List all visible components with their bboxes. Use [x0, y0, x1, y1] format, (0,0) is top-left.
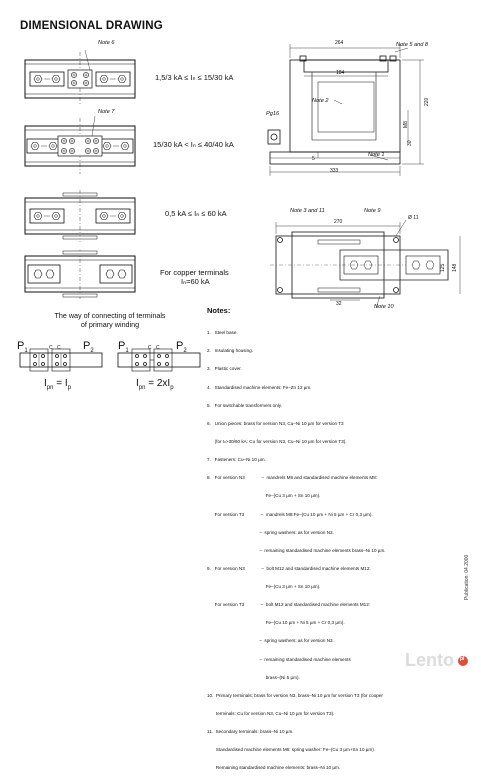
- note-item: Remaining standardised machine elements: brass–Ni 10 µm.: [207, 765, 341, 771]
- dim-m8: M8: [403, 121, 409, 128]
- top-view-drawing: [270, 220, 460, 308]
- note-item: – remaining standardised machine elements brass–Ni 10 µm.: [207, 547, 386, 553]
- dim-top: 264: [335, 40, 344, 46]
- dim-hole: Ø 11: [408, 215, 419, 221]
- note-item: – spring washers: as for version N3.: [207, 529, 334, 535]
- note-item: 4. Standardised machine elements: Fe–Zn 12 µm.: [207, 384, 312, 390]
- note-label-1: Note 1: [368, 152, 385, 158]
- page-title: DIMENSIONAL DRAWING: [20, 20, 163, 32]
- formula-right: $I_{pn} = 2xI_p$: [136, 378, 174, 391]
- note-item: brass–(Ni 5 µm).: [207, 674, 300, 680]
- range-text-4b: Iₙ=60 kA: [181, 277, 210, 286]
- range-text-1: 1,5/3 kA ≤ Iₙ ≤ 15/30 kA: [155, 73, 234, 82]
- note-label-6: Note 6: [98, 40, 115, 46]
- note-item: Standardised machine elements M6: spring washer: Fe–(Cu 3 µm+Sn 10 µm).: [207, 747, 376, 753]
- dim-five: 5: [312, 156, 315, 162]
- dim-width: 270: [334, 219, 343, 225]
- note-item: – remaining standardised machine elements: [207, 656, 351, 662]
- terminal-p2-left: $P_2$: [83, 340, 94, 355]
- note-item: 5. For switchable transformers only.: [207, 402, 282, 408]
- range-text-2: 15/30 kA < Iₙ ≤ 40/40 kA: [153, 140, 234, 149]
- note-label-2: Note 2: [312, 98, 329, 104]
- watermark-suffix: pl: [460, 656, 465, 662]
- note-item: 10. Primary terminals: brass for version N3, brass–Ni 10 µm for version T3 (for cooper: [207, 692, 383, 698]
- dim-h-base: 30: [407, 140, 413, 146]
- note-label-10: Note 10: [374, 304, 394, 310]
- wiring-caption: [30, 311, 190, 329]
- front-view-1: [25, 50, 135, 106]
- note-label-7: Note 7: [98, 109, 115, 115]
- note-item: Fe–(Cu 3 µm + Sn 10 µm).: [207, 584, 321, 590]
- note-item: 2. Insulating housing.: [207, 348, 253, 354]
- note-item: 1. Steel base.: [207, 330, 238, 336]
- range-text-4: For copper terminals: [160, 268, 229, 277]
- dim-height: 220: [424, 97, 430, 106]
- wiring-diagram-right: [118, 349, 200, 371]
- dim-base: 333: [330, 168, 339, 174]
- watermark-logo: Lento: [405, 650, 454, 670]
- note-item: (for Iₙ>30/60 kA: Cu for version N3, Cu–Ni 10 µm for version T3).: [207, 438, 347, 444]
- note-item: 7. Fasteners: Cu–Ni 10 µm.: [207, 457, 266, 463]
- dim-inner: 184: [336, 70, 345, 76]
- note-item: 8. For version N3 – mandrels M8 and standardised machine elements M8:: [207, 475, 378, 481]
- note-item: For version T3 – mandrels M8:Fe–(Cu 10 µm + Ni 5 µm + Cr 0,3 µm).: [207, 511, 373, 517]
- terminal-p2-right: $P_2$: [176, 340, 187, 355]
- front-view-2: [25, 116, 135, 174]
- terminal-c1-left: C: [49, 345, 53, 351]
- note-label-3-11: Note 3 and 11: [290, 208, 325, 214]
- formula-left: $I_{pn} = I_p$: [44, 378, 71, 391]
- note-label-pg16: Pg16: [266, 111, 280, 117]
- terminal-c1-right: C: [148, 345, 152, 351]
- dim-148: 148: [452, 263, 458, 272]
- terminal-p1-left: $P_1$: [17, 340, 28, 355]
- wiring-caption-line2: of primary winding: [80, 320, 140, 329]
- publication-date: Publication: 04.2000: [464, 554, 470, 600]
- terminal-c2-right: C: [156, 345, 160, 351]
- notes-heading: Notes:: [207, 306, 231, 315]
- note-item: Fe–(Cu 3 µm + Sn 10 µm).: [207, 493, 321, 499]
- terminal-c2-left: C: [57, 345, 61, 351]
- note-item: 11. Secondary terminals: brass–Ni 10 µm.: [207, 729, 294, 735]
- wiring-caption-line1: The way of connecting of terminals: [54, 311, 166, 320]
- dim-125: 125: [440, 263, 446, 272]
- terminal-p1-right: $P_1$: [118, 340, 129, 355]
- note-item: 9. For version N3 – bolt M12 and standardised machine elements M12:: [207, 565, 371, 571]
- note-item: 6. Union pieces: brass for version N3, Cu–Ni 10 µm for version T3: [207, 420, 344, 426]
- note-label-5-8: Note 5 and 8: [396, 42, 429, 48]
- front-view-3: [25, 190, 135, 242]
- front-view-4: [25, 250, 135, 300]
- note-item: terminals: Cu for version N3, Cu–Ni 10 µm for version T3).: [207, 711, 335, 717]
- side-view-drawing: [268, 44, 424, 176]
- range-text-3: 0,5 kA ≤ Iₙ ≤ 60 kA: [165, 209, 227, 218]
- note-label-9: Note 9: [364, 208, 381, 214]
- note-item: Fe–(Cu 10 µm + Ni 5 µm + Cr 0,3 µm).: [207, 620, 345, 626]
- note-item: For version T3 – bolt M12 and standardised machine elements M12:: [207, 602, 371, 608]
- notes-list: [207, 318, 465, 778]
- dim-32: 32: [336, 301, 342, 307]
- note-item: 3. Plastic cover.: [207, 366, 242, 372]
- note-item: – spring washers: as for version N3.: [207, 638, 334, 644]
